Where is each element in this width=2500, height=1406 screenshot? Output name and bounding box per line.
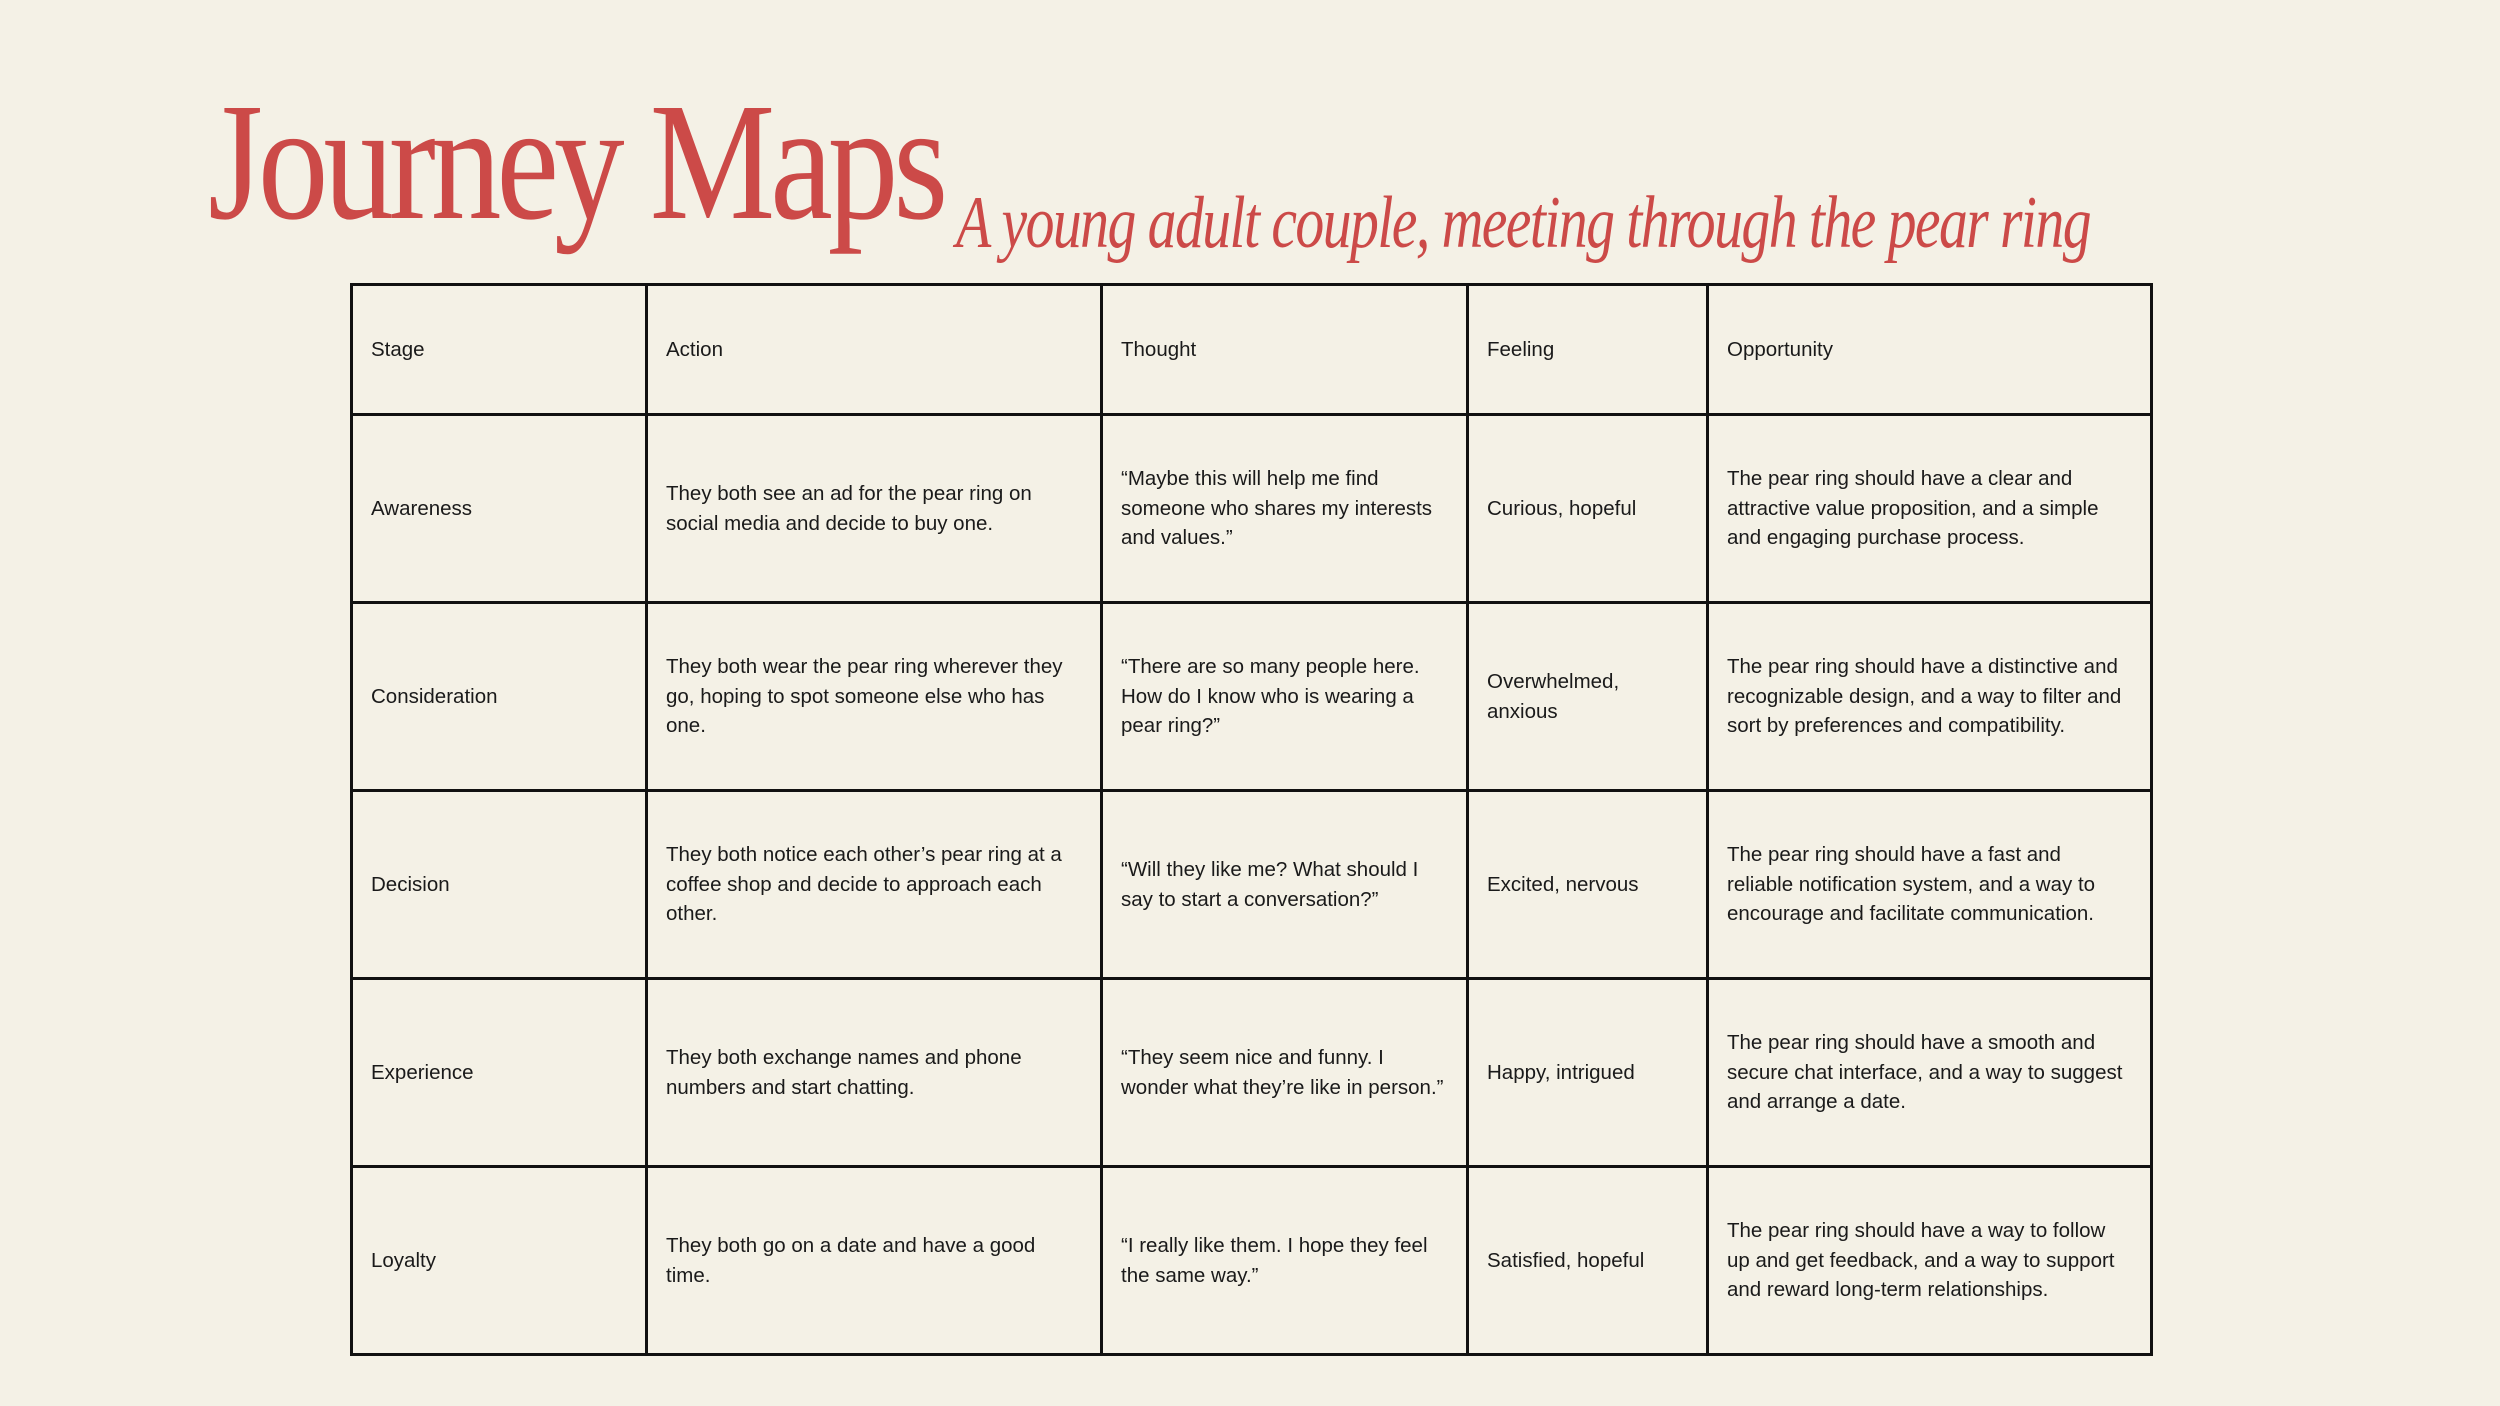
table-row-awareness	[352, 415, 2152, 603]
cell-stage: Experience	[352, 979, 647, 1167]
cell-stage: Consideration	[352, 603, 647, 791]
cell-opportunity: The pear ring should have a distinctive and recognizable design, and a way to filter and sort by preferences and compatibility.	[1708, 603, 2152, 791]
cell-thought: “Will they like me? What should I say to start a conversation?”	[1102, 791, 1468, 979]
cell-thought: “They seem nice and funny. I wonder what they’re like in person.”	[1102, 979, 1468, 1167]
cell-thought: “There are so many people here. How do I know who is wearing a pear ring?”	[1102, 603, 1468, 791]
table-row-decision	[352, 791, 2152, 979]
cell-thought: “I really like them. I hope they feel the same way.”	[1102, 1167, 1468, 1355]
title-block	[208, 69, 2358, 268]
header-cell-opportunity: Opportunity	[1708, 285, 2152, 415]
cell-opportunity: The pear ring should have a clear and attractive value proposition, and a simple and engaging purchase process.	[1708, 415, 2152, 603]
cell-feeling: Overwhelmed, anxious	[1468, 603, 1708, 791]
cell-action: They both see an ad for the pear ring on social media and decide to buy one.	[647, 415, 1102, 603]
header-cell-stage: Stage	[352, 285, 647, 415]
cell-thought: “Maybe this will help me find someone who shares my interests and values.”	[1102, 415, 1468, 603]
cell-opportunity: The pear ring should have a way to follow up and get feedback, and a way to support and reward long-term relationships.	[1708, 1167, 2152, 1355]
cell-opportunity: The pear ring should have a smooth and secure chat interface, and a way to suggest and arrange a date.	[1708, 979, 2152, 1167]
table-row-experience	[352, 979, 2152, 1167]
cell-stage: Loyalty	[352, 1167, 647, 1355]
table-row-consideration	[352, 603, 2152, 791]
cell-feeling: Excited, nervous	[1468, 791, 1708, 979]
cell-opportunity: The pear ring should have a fast and reliable notification system, and a way to encourage and facilitate communication.	[1708, 791, 2152, 979]
cell-feeling: Curious, hopeful	[1468, 415, 1708, 603]
table-row-loyalty	[352, 1167, 2152, 1355]
journey-map-table	[350, 283, 2153, 1356]
cell-stage: Awareness	[352, 415, 647, 603]
cell-action: They both notice each other’s pear ring at a coffee shop and decide to approach each other.	[647, 791, 1102, 979]
cell-action: They both wear the pear ring wherever they go, hoping to spot someone else who has one.	[647, 603, 1102, 791]
cell-feeling: Satisfied, hopeful	[1468, 1167, 1708, 1355]
page-subtitle: A young adult couple, meeting through the pear ring	[956, 182, 2090, 264]
cell-action: They both go on a date and have a good time.	[647, 1167, 1102, 1355]
cell-stage: Decision	[352, 791, 647, 979]
table-header-row	[352, 285, 2152, 415]
cell-action: They both exchange names and phone numbers and start chatting.	[647, 979, 1102, 1167]
page-title: Journey Maps	[208, 69, 944, 255]
cell-feeling: Happy, intrigued	[1468, 979, 1708, 1167]
header-cell-thought: Thought	[1102, 285, 1468, 415]
header-cell-feeling: Feeling	[1468, 285, 1708, 415]
header-cell-action: Action	[647, 285, 1102, 415]
